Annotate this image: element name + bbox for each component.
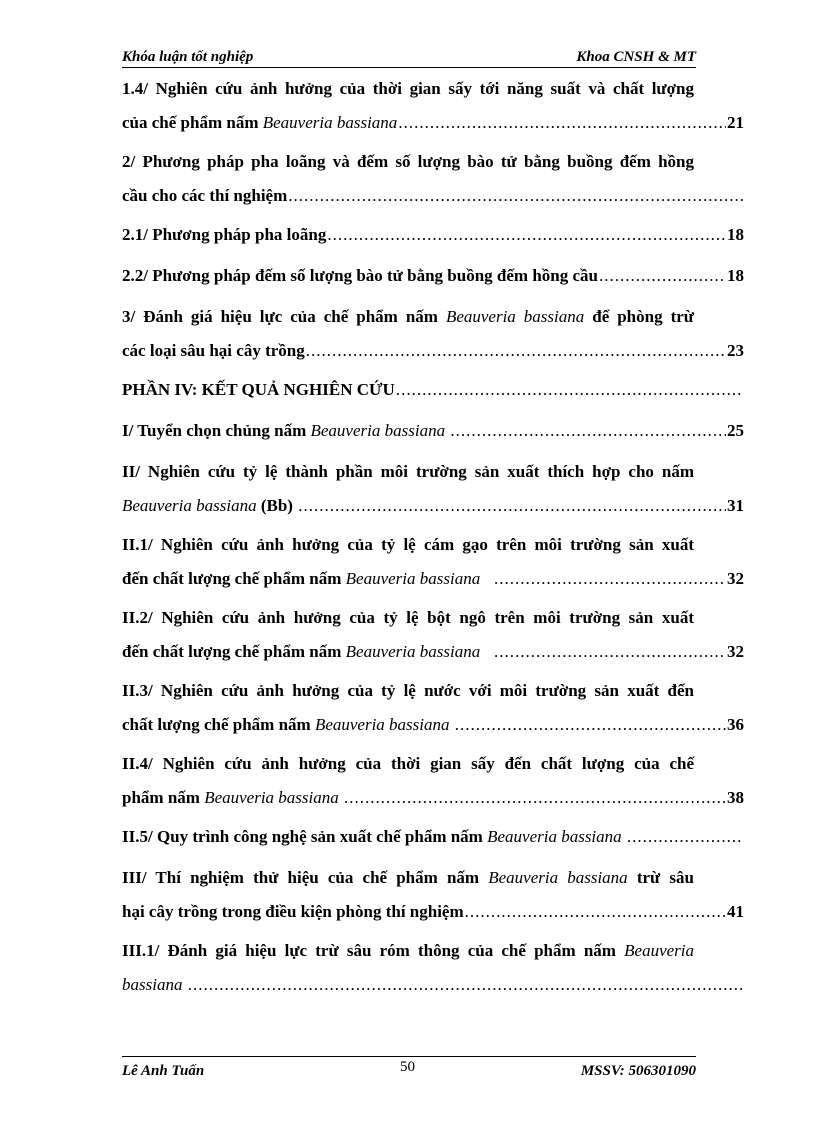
- toc-leader-dots: [599, 259, 726, 293]
- footer-author: Lê Anh Tuấn: [122, 1063, 205, 1079]
- toc-entry[interactable]: [122, 373, 744, 407]
- toc-entry[interactable]: [122, 861, 744, 929]
- toc-page-number: 38: [727, 788, 744, 807]
- toc-entry-line: [122, 218, 744, 252]
- toc-entry[interactable]: [122, 528, 744, 596]
- toc-entry-line: [122, 259, 744, 293]
- toc-page-number: 32: [727, 569, 744, 588]
- toc-entry-title: [122, 218, 326, 252]
- toc-entry-line: [122, 820, 744, 854]
- toc-text: III.1/ Đánh giá hiệu lực trừ sâu róm thông của chế phẩm nấm: [122, 941, 625, 960]
- toc-leader-dots: [494, 562, 726, 596]
- toc-entry-line1: [122, 528, 694, 562]
- toc-entry[interactable]: [122, 300, 744, 368]
- toc-scientific-name: Beauveria bassiana: [345, 569, 481, 588]
- toc-text: II/ Nghiên cứu tỷ lệ thành phần môi trường sản xuất thích hợp cho nấm: [122, 462, 694, 481]
- toc-scientific-name: Beauveria bassiana: [310, 421, 446, 440]
- toc-page-number: 18: [727, 225, 744, 244]
- toc-leader-dots: [450, 414, 726, 448]
- toc-scientific-name: Beauveria bassiana: [122, 496, 257, 515]
- toc-entry-line1: [122, 674, 694, 708]
- toc-leader-dots: [344, 781, 726, 815]
- toc-entry-line1: [122, 747, 694, 781]
- toc-text: II.4/ Nghiên cứu ảnh hưởng của thời gian sấy đến chất lượng của chế: [122, 754, 694, 773]
- toc-entry-line: [122, 179, 744, 213]
- toc-entry-title: [122, 179, 287, 213]
- toc-entry-line1: [122, 934, 694, 968]
- toc-text: 2.2/ Phương pháp đếm số lượng bào tử bằng buồng đếm hồng cầu: [122, 266, 598, 285]
- toc-entry-line: [122, 334, 744, 368]
- toc-scientific-name: Beauveria bassiana: [488, 868, 628, 887]
- toc-text: (Bb): [256, 496, 298, 515]
- toc-entry-title: [122, 414, 449, 448]
- toc-entry-line1: [122, 72, 694, 106]
- toc-text: phẩm nấm: [122, 788, 205, 807]
- toc-text: đến chất lượng chế phẩm nấm: [122, 642, 346, 661]
- toc-entry-title: [122, 820, 626, 854]
- toc-entry-title: [122, 781, 343, 815]
- toc-entry-line: [122, 489, 744, 523]
- toc-entry-line: [122, 708, 744, 742]
- toc-entry-line1: [122, 300, 694, 334]
- toc-entry[interactable]: [122, 218, 744, 252]
- toc-text: [622, 827, 626, 846]
- toc-text: [480, 569, 493, 588]
- toc-text: 1.4/ Nghiên cứu ảnh hưởng của thời gian sấy tới năng suất và chất lượng: [122, 79, 694, 98]
- toc-entry[interactable]: [122, 820, 744, 854]
- toc-leader-dots: [396, 373, 743, 407]
- toc-text: các loại sâu hại cây trồng: [122, 341, 305, 360]
- toc-entry-title: [122, 562, 493, 596]
- toc-leader-dots: [288, 179, 743, 213]
- toc-scientific-name: Beauveria bassiana: [487, 827, 622, 846]
- toc-text: PHẦN IV: KẾT QUẢ NGHIÊN CỨU: [122, 380, 395, 399]
- toc-text: của chế phẩm nấm: [122, 113, 263, 132]
- toc-entry-line: [122, 106, 744, 140]
- toc-text: để phòng trừ: [584, 307, 694, 326]
- toc-scientific-name: Beauveria bassiana: [345, 642, 481, 661]
- toc-entry-title: [122, 106, 397, 140]
- toc-page-number: 31: [727, 496, 744, 515]
- toc-text: cầu cho các thí nghiệm: [122, 186, 288, 205]
- table-of-contents: [122, 72, 744, 1007]
- toc-leader-dots: [327, 218, 726, 252]
- toc-page-number: 41: [727, 902, 744, 921]
- toc-text: trừ sâu: [627, 868, 694, 887]
- toc-text: 3/ Đánh giá hiệu lực của chế phẩm nấm: [122, 307, 446, 326]
- toc-text: [182, 975, 186, 994]
- toc-entry-line1: [122, 455, 694, 489]
- toc-leader-dots: [465, 895, 726, 929]
- toc-entry[interactable]: [122, 145, 744, 213]
- toc-page-number: 23: [727, 341, 744, 360]
- toc-entry-line: [122, 781, 744, 815]
- toc-scientific-name: Beauveria bassiana: [262, 113, 398, 132]
- toc-entry-line: [122, 968, 744, 1002]
- toc-entry[interactable]: [122, 934, 744, 1002]
- toc-entry[interactable]: [122, 674, 744, 742]
- toc-text: đến chất lượng chế phẩm nấm: [122, 569, 346, 588]
- toc-leader-dots: [494, 635, 726, 669]
- toc-page-number: 18: [727, 266, 744, 285]
- toc-entry-line: [122, 414, 744, 448]
- toc-entry-title: [122, 968, 187, 1002]
- toc-entry[interactable]: [122, 455, 744, 523]
- toc-text: [445, 421, 449, 440]
- toc-leader-dots: [298, 489, 726, 523]
- toc-text: [450, 715, 454, 734]
- toc-text: II.5/ Quy trình công nghệ sản xuất chế phẩm nấm: [122, 827, 488, 846]
- toc-leader-dots: [306, 334, 726, 368]
- toc-entry-title: [122, 708, 454, 742]
- toc-entry-line1: [122, 601, 694, 635]
- toc-text: 2.1/ Phương pháp pha loãng: [122, 225, 327, 244]
- toc-entry[interactable]: [122, 414, 744, 448]
- toc-entry[interactable]: [122, 259, 744, 293]
- header-left: Khóa luận tốt nghiệp: [122, 49, 254, 65]
- toc-entry-title: [122, 895, 464, 929]
- toc-text: III/ Thí nghiệm thử hiệu của chế phẩm nấm: [122, 868, 489, 887]
- toc-text: hại cây trồng trong điều kiện phòng thí nghiệm: [122, 902, 464, 921]
- toc-text: [480, 642, 493, 661]
- toc-page-number: 21: [727, 113, 744, 132]
- page-number: 50: [400, 1059, 415, 1075]
- toc-entry-line: [122, 895, 744, 929]
- toc-text: I/ Tuyển chọn chủng nấm: [122, 421, 311, 440]
- toc-entry[interactable]: [122, 601, 744, 669]
- toc-entry-line1: [122, 145, 694, 179]
- toc-text: II.3/ Nghiên cứu ảnh hưởng của tỷ lệ nước với môi trường sản xuất đến: [122, 681, 694, 700]
- toc-page-number: 32: [727, 642, 744, 661]
- page-header: [122, 47, 696, 68]
- toc-entry[interactable]: [122, 72, 744, 140]
- toc-entry-line1: [122, 861, 694, 895]
- toc-entry-title: [122, 373, 395, 407]
- page-footer: [122, 1056, 696, 1081]
- toc-page-number: 25: [727, 421, 744, 440]
- toc-scientific-name: Beauveria bassiana: [445, 307, 585, 326]
- toc-leader-dots: [398, 106, 726, 140]
- toc-entry-line: [122, 635, 744, 669]
- toc-entry-title: [122, 635, 493, 669]
- toc-text: [339, 788, 343, 807]
- toc-entry-title: [122, 334, 305, 368]
- toc-scientific-name: Beauveria bassiana: [204, 788, 339, 807]
- toc-entry-title: [122, 259, 598, 293]
- toc-text: chất lượng chế phẩm nấm: [122, 715, 315, 734]
- footer-student-id: MSSV: 506301090: [580, 1063, 696, 1079]
- toc-entry-line: [122, 562, 744, 596]
- toc-scientific-name: bassiana: [122, 975, 183, 994]
- toc-scientific-name: Beauveria: [624, 941, 694, 960]
- toc-entry-line: [122, 373, 744, 407]
- toc-text: II.2/ Nghiên cứu ảnh hưởng của tỷ lệ bột ngô trên môi trường sản xuất: [122, 608, 694, 627]
- toc-leader-dots: [188, 968, 743, 1002]
- toc-scientific-name: Beauveria bassiana: [314, 715, 450, 734]
- toc-page-number: 36: [727, 715, 744, 734]
- toc-entry-title: [122, 489, 297, 523]
- toc-leader-dots: [627, 820, 743, 854]
- toc-leader-dots: [455, 708, 726, 742]
- toc-text: 2/ Phương pháp pha loãng và đếm số lượng bào tử bằng buồng đếm hồng: [122, 152, 694, 171]
- toc-entry[interactable]: [122, 747, 744, 815]
- toc-text: II.1/ Nghiên cứu ảnh hưởng của tỷ lệ cám gạo trên môi trường sản xuất: [122, 535, 694, 554]
- header-right: Khoa CNSH & MT: [576, 49, 696, 65]
